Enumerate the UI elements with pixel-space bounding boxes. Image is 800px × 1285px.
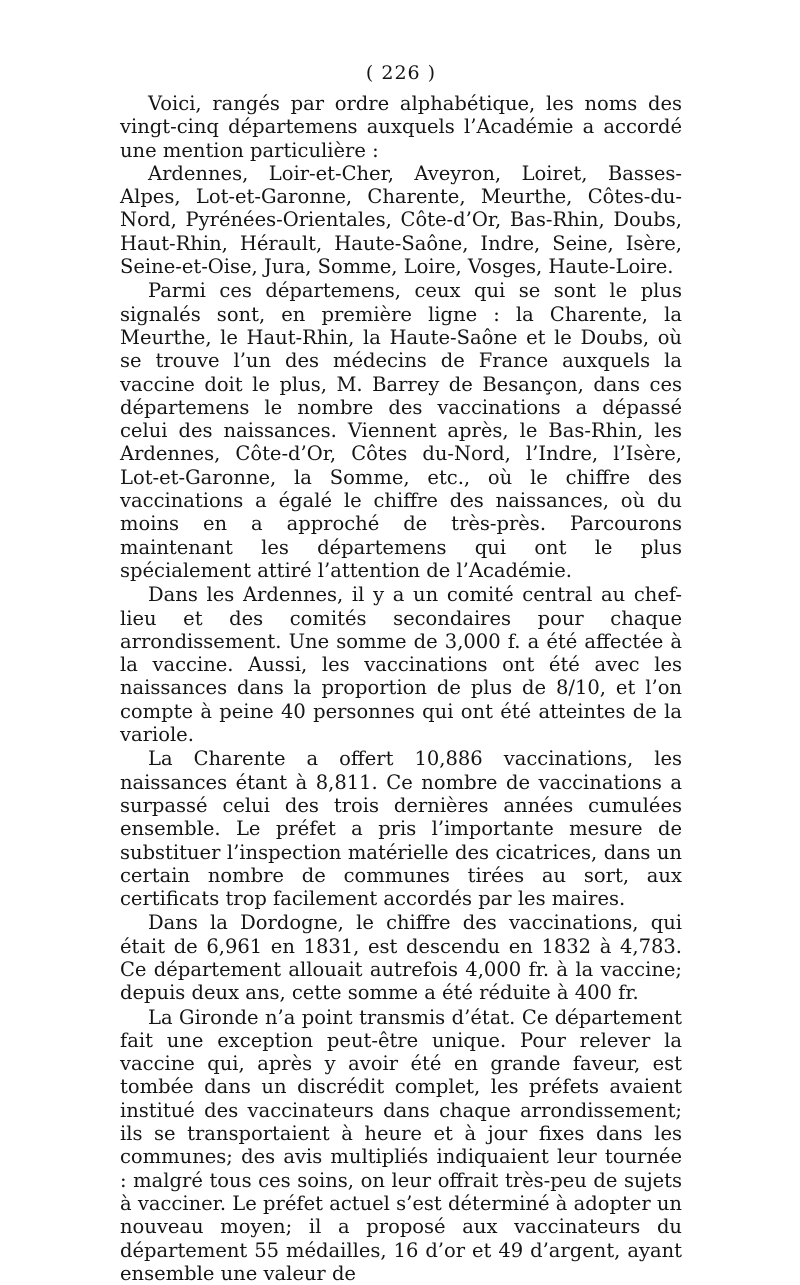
paragraph-gironde: La Gironde n’a point transmis d’état. Ce département fait une exception peut-être unique. Pour relever la vaccine qui, après y avoir été en grande faveur, est tombée dans un discrédit complet, les préfets avaient institué des vaccinateurs dans chaque arrondissement; ils se transportaient à heure et à jour fixes dans les communes; des avis multipliés indiquaient leur tournée : malgré tous ces soins, on leur offrait très-peu de sujets à vacciner. Le préfet actuel s’est déterminé à adopter un nouveau moyen; il a proposé aux vaccinateurs du département 55 médailles, 16 d’or et 49 d’argent, ayant ensemble une valeur de: [120, 1005, 682, 1285]
paragraph-ardennes: Dans les Ardennes, il y a un comité central au chef-lieu et des comités secondaires pour chaque arrondissement. Une somme de 3,000 f. a été affectée à la vaccine. Aussi, les vaccinations ont été avec les naissances dans la proportion de plus de 8/10, et l’on compte à peine 40 personnes qui ont été atteintes de la variole.: [120, 583, 682, 747]
paragraph-dordogne: Dans la Dordogne, le chiffre des vaccinations, qui était de 6,961 en 1831, est descendu en 1832 à 4,783. Ce département allouait autrefois 4,000 fr. à la vaccine; depuis deux ans, cette somme a été réduite à 400 fr.: [120, 911, 682, 1005]
page-number: ( 226 ): [365, 62, 437, 84]
paragraph-department-list: Ardennes, Loir-et-Cher, Aveyron, Loiret, Basses-Alpes, Lot-et-Garonne, Charente, Meurthe, Côtes-du-Nord, Pyrénées-Orientales, Côte-d’Or, Bas-Rhin, Doubs, Haut-Rhin, Hérault, Haute-Saône, Indre, Seine, Isère, Seine-et-Oise, Jura, Somme, Loire, Vosges, Haute-Loire.: [120, 161, 682, 279]
paragraph-intro: Voici, rangés par ordre alphabétique, les noms des vingt-cinq départemens auxquels l’Académie a accordé une mention particulière :: [120, 92, 682, 162]
page-body: [120, 92, 682, 1285]
paragraph-most-notable: Parmi ces départemens, ceux qui se sont le plus signalés sont, en première ligne : la Charente, la Meurthe, le Haut-Rhin, la Haute-Saône et le Doubs, où se trouve l’un des médecins de France auxquels la vaccine doit le plus, M. Barrey de Besançon, dans ces départemens le nombre des vaccinations a dépassé celui des naissances. Viennent après, le Bas-Rhin, les Ardennes, Côte-d’Or, Côtes du-Nord, l’Indre, l’Isère, Lot-et-Garonne, la Somme, etc., où le chiffre des vaccinations a égalé le chiffre des naissances, où du moins en a approché de très-près. Parcourons maintenant les départemens qui ont le plus spécialement attiré l’attention de l’Académie.: [120, 279, 682, 582]
paragraph-charente: La Charente a offert 10,886 vaccinations, les naissances étant à 8,811. Ce nombre de vaccinations a surpassé celui des trois dernières années cumulées ensemble. Le préfet a pris l’importante mesure de substituer l’inspection matérielle des cicatrices, dans un certain nombre de communes tirées au sort, aux certificats trop facilement accordés par les maires.: [120, 747, 682, 911]
